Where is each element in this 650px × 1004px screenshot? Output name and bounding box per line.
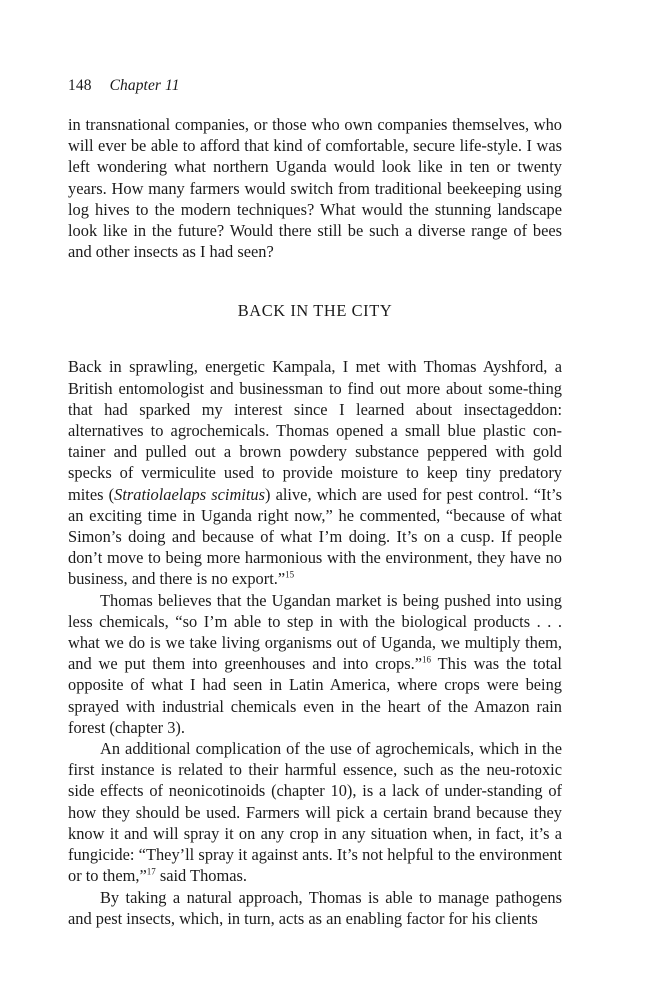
endnote-16: 16 [422,654,432,665]
p2-text-a: Thomas believes that the Ugandan market is being pushed into using less chemicals, “so I’m able to step in with the biological products . . . what we do is we take living organisms out of Uganda, we multiply them, and we put them into greenhouses and into crops.” [68,590,562,674]
intro-paragraph: in transnational companies, or those who own companies themselves, who will ever be able to afford that kind of comfortable, secure life-style. I was left wondering what northern Uganda would look like in ten or twenty years. How many farmers would switch from traditional beekeeping using log hives to the modern techniques? What would the stunning landscape look like in the future? Would there still be such a diverse range of bees and other insects as I had seen? [68,115,562,262]
body-paragraph-2 [68,590,562,738]
endnote-15: 15 [285,569,295,580]
page-number: 148 [68,77,92,94]
p2-text-b: This was the total opposite of what I had seen in Latin America, where crops were being sprayed with industrial chemicals even in the heart of the Amazon rain forest (chapter 3). [68,654,562,737]
p1-text-b: ) alive, which are used for pest control. “It’s an exciting time in Uganda right now,” he commented, “because of what Simon’s doing and because of what I’m doing. It’s on a cusp. If people don’t move to being more harmonious with the environment, they have no business, and there is no export.” [68,484,562,589]
p1-text-a: Back in sprawling, energetic Kampala, I met with Thomas Ayshford, a British entomologist and businessman to find out more about some-thing that had sparked my interest since I learned about insectageddon: alternatives to agrochemicals. Thomas opened a small blue plastic con-tainer and pulled out a brown powdery substance peppered with gold specks of vermiculite used to provide moisture to keep tiny predatory mites ( [68,357,562,504]
book-page [68,76,562,929]
body-paragraph-4: By taking a natural approach, Thomas is able to manage pathogens and pest insects, which, in turn, acts as an enabling factor for his clients [68,887,562,928]
running-head [68,76,562,96]
species-name: Stratiolaelaps scimitus [114,484,265,504]
p3-text-a: An additional complication of the use of agrochemicals, which in the first instance is related to their harmful essence, such as the neu-rotoxic side effects of neonicotinoids (chapter 10), is a lack of under-standing of how they should be used. Farmers will pick a certain brand because they know it and will spray it on any crop in any situation when, in fact, it’s a fungicide: “They’ll spray it against ants. It’s not helpful to the environment or to them,” [68,739,562,886]
chapter-title: Chapter 11 [109,77,180,94]
section-heading: BACK IN THE CITY [237,301,393,321]
body-paragraph-1 [68,356,562,589]
endnote-17: 17 [146,866,156,877]
p3-text-b: said Thomas. [155,866,247,886]
body-paragraph-3 [68,738,562,886]
